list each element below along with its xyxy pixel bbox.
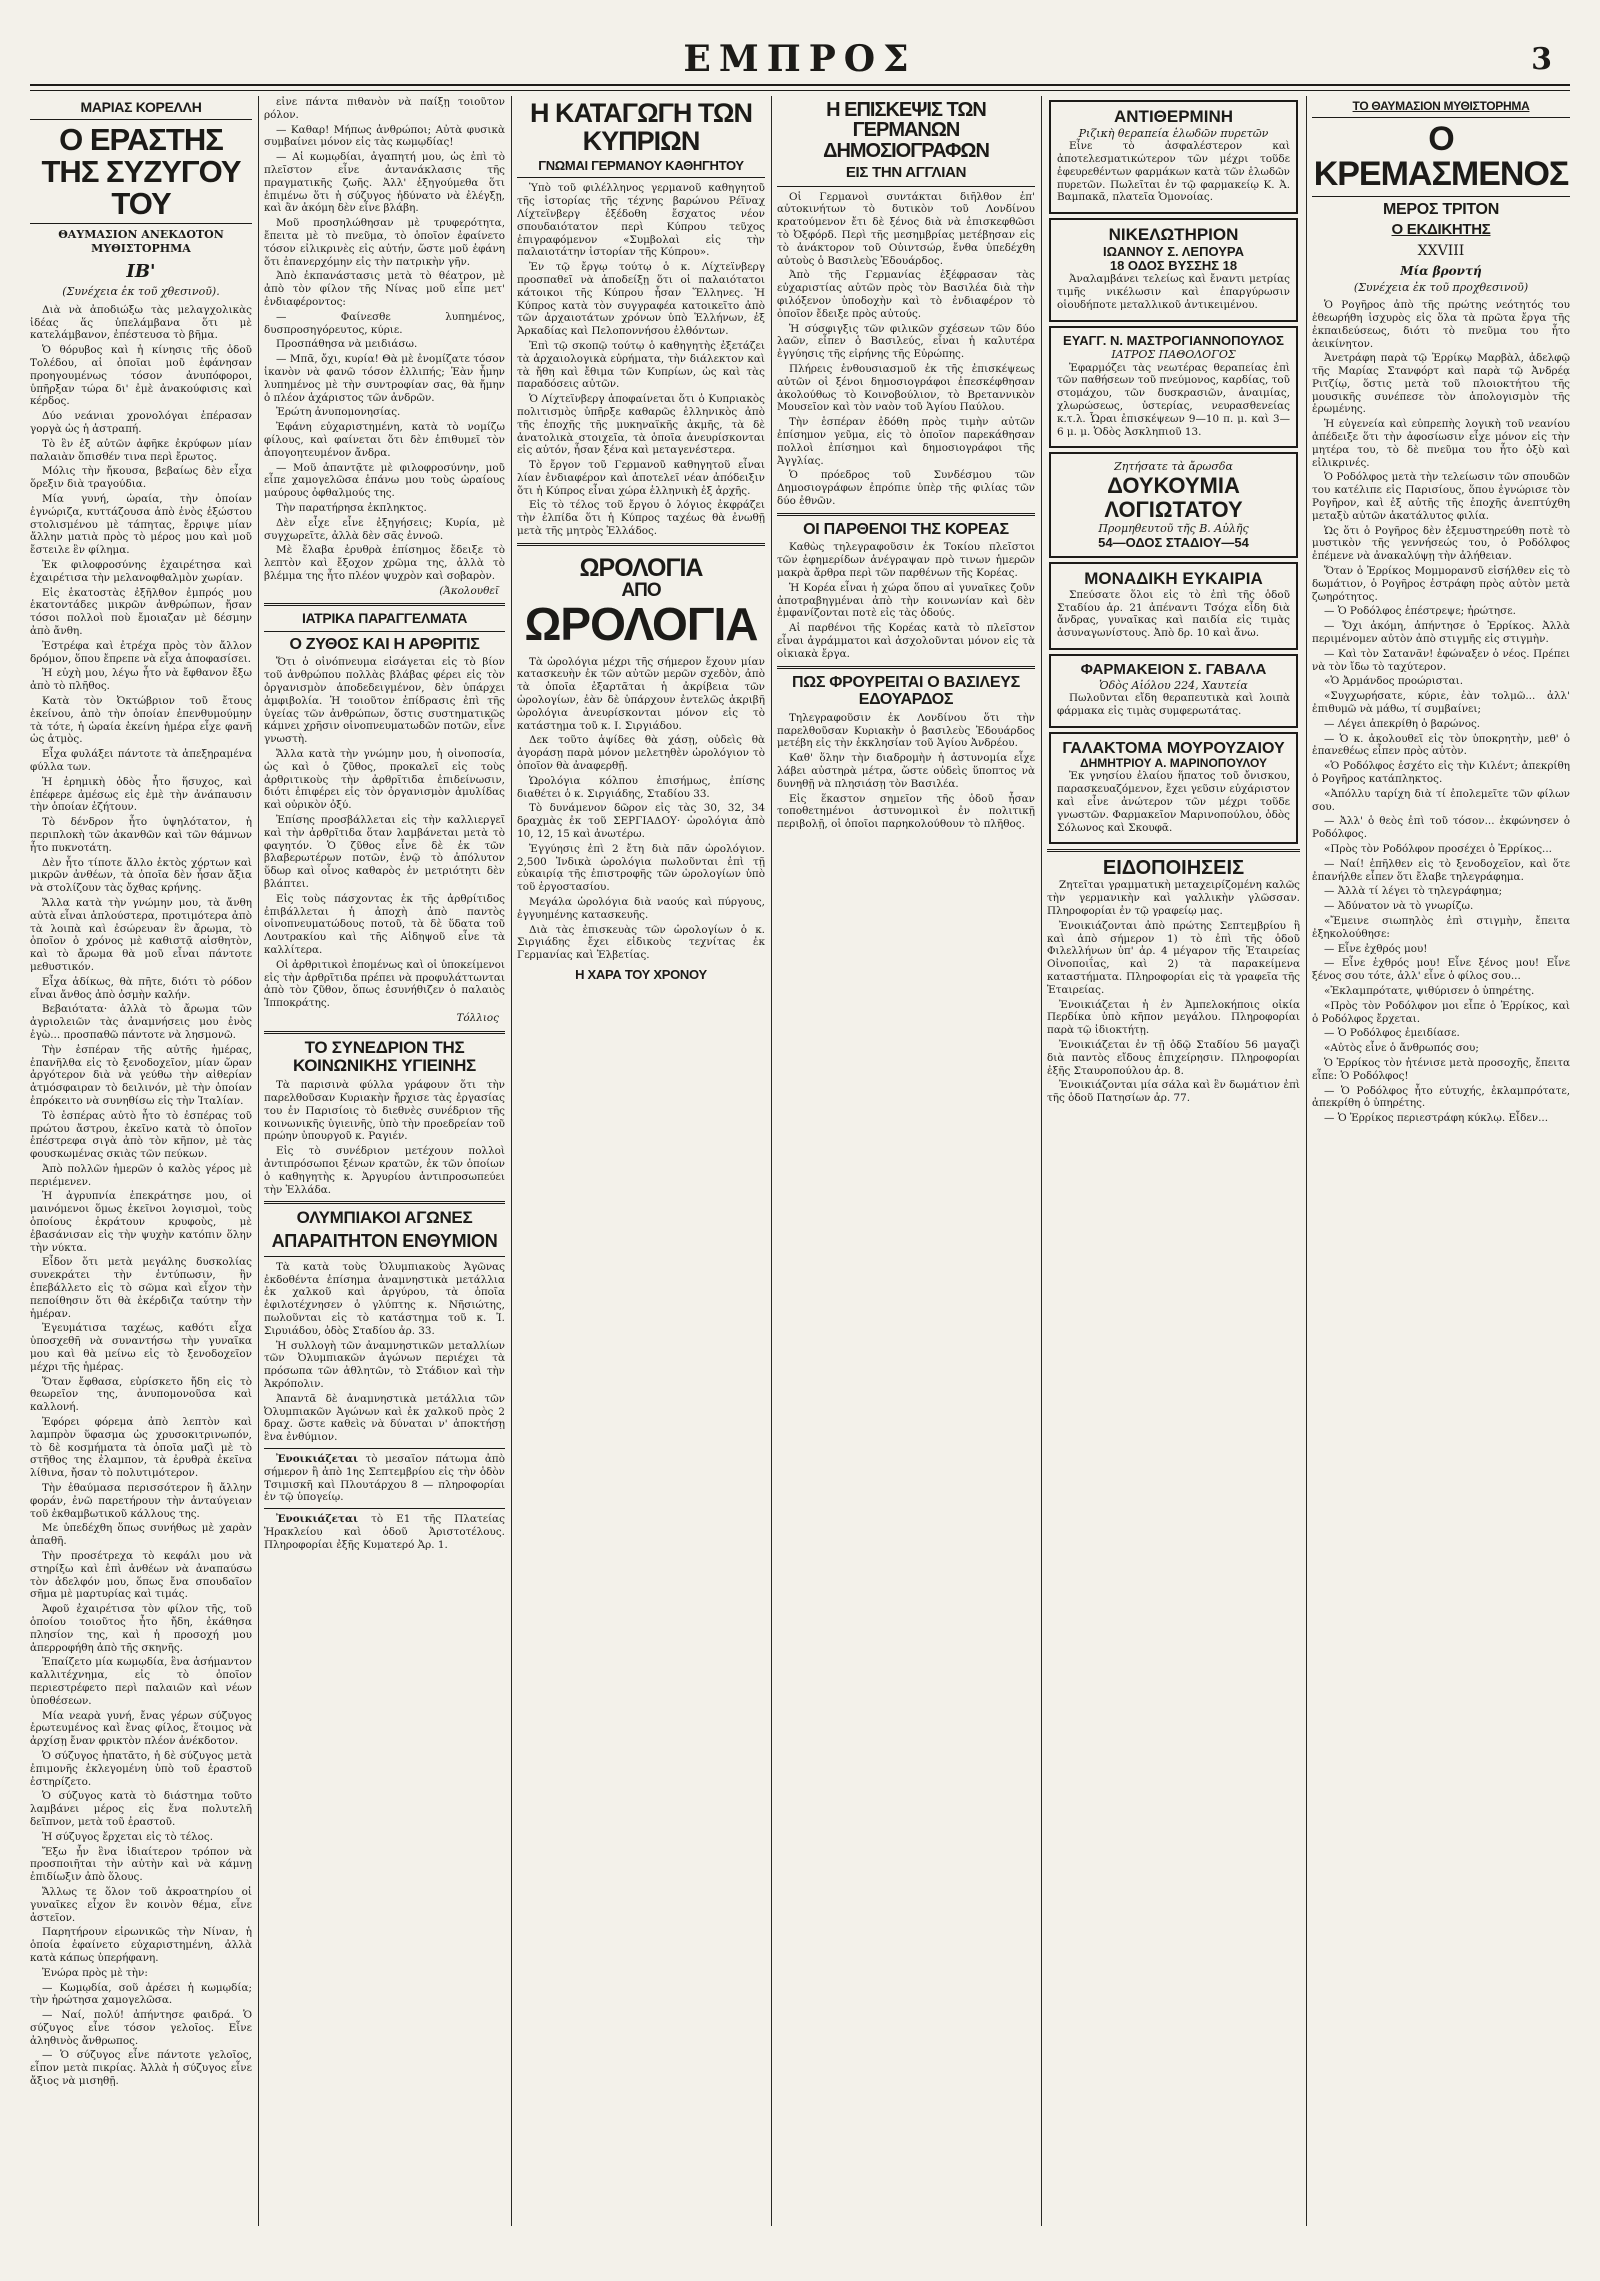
paragraph: Δὲν ἦτο τίποτε ἄλλο ἐκτὸς χόρτων καὶ μικρῶν ἀνθέων, τὰ ὁποῖα δὲν ἦσαν ἄξια νὰ στολίζουν τὰς ὄχθας κρήνης.: [30, 856, 252, 895]
paragraph: Μόλις τὴν ἤκουσα, βεβαίως δὲν εἶχα ὅρεξιν διὰ τραγούδια.: [30, 465, 252, 491]
paragraph: Ἡ Κορέα εἶναι ἡ χώρα ὅπου αἱ γυναῖκες ζοῦν ἀποτραβηγμέναι ἀπὸ τὴν κοινωνίαν καὶ δὲν ἐμφανίζονται ποτὲ εἰς τὰς ὁδούς.: [777, 581, 1035, 620]
paragraph: «Ἀπόλλυ ταρίχη διὰ τί ἐπολεμεῖτε τῶν φίλων σου.: [1312, 787, 1570, 813]
ad-title: ΕΥΑΓΓ. Ν. ΜΑΣΤΡΟΓΙΑΝΝΟΠΟΥΛΟΣ: [1063, 332, 1284, 348]
ad-paragraph: Διὰ τὰς ἐπισκευὰς τῶν ὡρολογίων ὁ κ. Σιργιάδης ἔχει εἰδικοὺς τεχνίτας ἐκ Γερμανίας καὶ Ἑλβετίας.: [517, 923, 765, 962]
ad-subtitle: Προμηθευτοῦ τῆς Β. Αὐλῆς: [1098, 522, 1249, 536]
chapter-number: XXVIII: [1417, 242, 1465, 259]
serial-title: Ο ΚΡΕΜΑΣΜΕΝΟΣ: [1313, 120, 1569, 193]
paragraph: Ἐφάνη εὐχαριστημένη, κατὰ τὸ νομίζω φίλους, καὶ φαίνεται ὅτι δὲν ἐπιθυμεῖ τὸν ἀπογοητευμένον ἄνδρα.: [264, 421, 505, 459]
paragraph: Ἡ εὐχὴ μου, λέγω ἦτο νὰ ἔφθανον ἔξω ἀπὸ τὸ πλῆθος.: [30, 667, 252, 693]
paragraph: «Αὐτὸς εἶνε ὁ ἄνθρωπός σου;: [1324, 1042, 1479, 1055]
ad-title: ΦΑΡΜΑΚΕΙΟΝ Σ. ΓΑΒΑΛΑ: [1080, 661, 1267, 679]
article-subtitle: ΓΝΩΜΑΙ ΓΕΡΜΑΝΟΥ ΚΑΘΗΓΗΤΟΥ: [538, 158, 744, 174]
notices-heading: ΕΙΔΟΠΟΙΗΣΕΙΣ: [1102, 857, 1245, 880]
ad-physician: [1049, 326, 1298, 449]
article-body: [264, 656, 505, 1010]
divider: [264, 1031, 505, 1034]
article-title: ΠΩΣ ΦΡΟΥΡΕΙΤΑΙ Ο ΒΑΣΙΛΕΥΣ ΕΔΟΥΑΡΔΟΣ: [792, 673, 1020, 709]
notice-item: Ζητεῖται γραμματικὴ μεταχειρίζομένη καλῶς τὴν γερμανικὴν καὶ γαλλικὴν γλῶσσαν. Πληροφορίαι ἐν τῷ γραφείῳ μας.: [1047, 879, 1300, 917]
paragraph: Εἶδον ὅτι μετὰ μεγάλης δυσκολίας συνεκράτει τὴν ἐντύπωσιν, ἢν ἐπεβάλλετο εἰς τὸ σῶμα καὶ εἶχον τὴν πεποίθησιν ὅτι θὰ ἐκέρδιζα ταύτην τὴν ἡμέραν.: [30, 1256, 252, 1320]
paragraph: Ὡς ὅτι ὁ Ρογῆρος δὲν ἐξεμυστηρεύθη ποτὲ τὸ μυστικὸν τῆς γεννήσεώς του, ὁ Ροδόλφος ἐπέμενε νὰ ἀνακαλύψῃ τὴν ἀλήθειαν.: [1312, 524, 1570, 563]
ad-address: 18 ΟΔΟΣ ΒΥΣΣΗΣ 18: [1109, 258, 1238, 274]
paragraph: Κατὰ τὸν Ὀκτώβριον τοῦ ἔτους ἐκείνου, ἀπὸ τὴν ὁποίαν ἐπενθυμούμην τὰ τότε, ἡ ὡραία ἐκείνη ἡμέρα εἶχε φανῆ ὡς ἀτμὸς.: [30, 695, 252, 746]
column-serial-hanged: [1312, 96, 1570, 2216]
divider: [1312, 117, 1570, 118]
paragraph: Ἐστρέφα καὶ ἐτρέχα πρὸς τὸν ἄλλον δρόμον, ὅπου ἔπρεπε νὰ εἶχα ἀποφασίσει.: [30, 639, 252, 665]
column-serial-novel: [30, 96, 252, 2216]
paragraph: Τὰ παρισινὰ φύλλα γράφουν ὅτι τὴν παρελθοῦσαν Κυριακὴν ἤρχισε τὰς ἐργασίας του ἐν Παρισίοις τὸ διεθνὲς συνέδριον τῆς κοινωνικῆς ὑγιεινῆς, ὑπὸ τὴν προεδρείαν τοῦ πρώην ὑπουργοῦ κ. Ραγιέν.: [264, 1079, 505, 1143]
article-body: [30, 304, 252, 2088]
section-heading: ΙΑΤΡΙΚΑ ΠΑΡΑΓΓΕΛΜΑΤΑ: [301, 610, 468, 627]
paragraph: Ὁ Ἐρρίκος τὸν ἠτένισε μετὰ προσοχῆς, ἔπειτα εἶπε: Ὁ Ροδόλφος!: [1312, 1056, 1570, 1082]
article-body: [264, 1079, 505, 1196]
divider: [264, 603, 505, 606]
paragraph: Ἀπὸ πολλῶν ἡμερῶν ὁ καλὸς γέρος μὲ περιέμενεν.: [30, 1162, 252, 1188]
paragraph: Τὸ ἔργον τοῦ Γερμανοῦ καθηγητοῦ εἶναι λίαν ἐνδιαφέρον καὶ ἀποτελεῖ νέαν ἀπόδειξιν ὅτι ἡ Κύπρος εἶναι χώρα ἑλληνικὴ ἐξ ἀρχῆς.: [517, 459, 765, 497]
paragraph: Παρητήρουν εἰρωνικῶς τὴν Νίναν, ἡ ὁποία ἐφαίνετο εὐχαριστημένη, ἀλλὰ κατὰ κάπως ὑπερήφανη.: [30, 1926, 252, 1964]
paragraph: «Συγχωρήσατε, κύριε, ἐὰν τολμῶ... ἀλλ' ἐπιθυμῶ νὰ μάθω, τί συμβαίνει;: [1312, 690, 1570, 716]
ad-title: ΜΟΝΑΔΙΚΗ ΕΥΚΑΙΡΙΑ: [1084, 569, 1263, 589]
serial-author: ΜΑΡΙΑΣ ΚΟΡΕΛΛΗ: [80, 99, 202, 115]
ad-title: ΔΟΥΚΟΥΜΙΑ ΛΟΓΙΩΤΑΤΟΥ: [1104, 472, 1243, 523]
paragraph: Τὴν ἐσπέραν τῆς αὐτῆς ἡμέρας, ἐπανῆλθα εἰς τὸ ξενοδοχεῖον, μίαν ὥραν ἀργότερον διὰ νὰ γεύθω τὴν αἰθερίαν ἀτμόσφαιραν τὸ δειλινόν, μὲ τὴν ὁποίαν ἐπρόκειτο νὰ συνηθίσω εἰς τὴν Ἰταλίαν.: [30, 1043, 252, 1107]
paragraph: Βεβαιότατα· ἀλλὰ τὸ ἄρωμα τῶν ἀγριολειῶν τὰς ἀναμνήσεις μου ἐνὸς ἐγὼ... προσπαθῶ πάντοτε νὰ λησμονῶ.: [30, 1003, 252, 1041]
paragraph: Ἄλλως τε ὅλον τοῦ ἀκροατηρίου οἱ γυναῖκες εἶχον ἓν κοινὸν θέμα, εἶνε ἀστεῖον.: [30, 1885, 252, 1924]
paragraph: Ἀπὸ τῆς Γερμανίας ἐξέφρασαν τὰς εὐχαριστίας αὐτῶν πρὸς τὸν Βασιλέα διὰ τὴν φιλόξενον ὑποδοχὴν καὶ τὸ ἐνδιαφέρον τὸ ὁποῖον ἔδειξε πρὸς αὐτούς.: [777, 269, 1035, 320]
ad-pretitle: Ζητήσατε τὰ ἄρωσδα: [1114, 460, 1233, 474]
paragraph: — Ὁ κ. ἀκολουθεῖ εἰς τὸν ὑποκρητὴν, μεθ' ὁ ἐπανεθέως εἶπεν πρὸς αὐτὸν.: [1312, 732, 1570, 758]
divider: [517, 543, 765, 546]
masthead-rule: [30, 90, 1570, 91]
ad-subtitle: ΙΩΑΝΝΟΥ Σ. ΛΕΠΟΥΡΑ: [1102, 243, 1245, 259]
ad-footer: Η ΧΑΡΑ ΤΟΥ ΧΡΟΝΟΥ: [575, 966, 707, 982]
to-be-continued: (Ἀκολουθεῖ: [439, 584, 499, 597]
serial-title: Ο ΕΡΑΣΤΗΣ ΤΗΣ ΣΥΖΥΓΟΥ ΤΟΥ: [41, 122, 241, 221]
column-divider: [771, 96, 772, 2226]
paragraph: — Καὶ τὸν Σατανᾶν! ἐφώναξεν ὁ νέος. Πρέπει νὰ τὸν ἴδω τὸ ταχύτερον.: [1312, 647, 1570, 673]
divider: [30, 223, 252, 224]
divider: [264, 1256, 505, 1257]
paragraph: Ἐρώτη ἀνυπομονησίας.: [276, 406, 401, 419]
notice-item: Ἐνοικιάζονται ἀπὸ πρώτης Σεπτεμβρίου ἢ καὶ ἀπὸ σήμερον 1) τὸ ἐπὶ τῆς ὁδοῦ Φιλελλήνων ὑπ' ἀρ. 4 μέγαρον τῆς Ἑταιρείας Οἰνοποιΐας, καὶ 2) τὰ παρακείμενα καταστήματα. Πληροφορίαι εἰς τὰ γραφεῖα τῆς Ἑταιρείας.: [1047, 919, 1300, 996]
column-cyprus: [517, 96, 765, 2216]
paragraph: Εἰς ἑκατοστὰς ἐξῆλθον ἐμπρός μου ἑκατοντάδες μικρῶν ἀνθρώπων, ἤσαν τόσοι πολλοὶ ποὺ ἔμοιαζαν μὲ δέσμην ἀπὸ ἄνθη.: [30, 586, 252, 638]
ad-paragraph: Μεγάλα ὡρολόγια διὰ ναούς καὶ πύργους, ἐγγυημένης κατασκευῆς.: [517, 896, 765, 921]
paragraph: Τὴν ἐθαύμασα περισσότερον ἢ ἄλλην φοράν, ἐνῶ παρετήρουν τὴν ἀνταύγειαν τοῦ ἐκθαμβωτικοῦ κάλλους της.: [30, 1482, 252, 1520]
article-subtitle: ΕΙΣ ΤΗΝ ΑΓΓΛΙΑΝ: [845, 164, 967, 182]
continued-note: (Συνέχεια ἐκ τοῦ χθεσινοῦ).: [62, 285, 220, 299]
article-title: ΟΙ ΠΑΡΘΕΝΟΙ ΤΗΣ ΚΟΡΕΑΣ: [803, 520, 1009, 538]
notice-title: Ἐνοικιάζεται: [276, 1452, 358, 1465]
ad-title: ΝΙΚΕΛΩΤΗΡΙΟΝ: [1108, 225, 1239, 245]
divider: [1047, 849, 1300, 852]
paragraph: — Καθαρ! Μήπως ἀνθρώποι; Αὐτὰ φυσικὰ συμβαίνει μόνον εἰς τὰς κωμῳδίας!: [264, 123, 505, 149]
paragraph: «Ἔμεινε σιωπηλὸς ἐπὶ στιγμὴν, ἔπειτα ἐξηκολούθησε:: [1312, 914, 1570, 940]
ad-pharmacy: [1049, 654, 1298, 728]
paragraph: Εἶχα ἀδίκως, θὰ πῆτε, διότι τὸ ρόδον εἶναι ἄνθος ἀπὸ ὀσμὴν καλήν.: [30, 975, 252, 1001]
paragraph: Ἐπίσης προσβάλλεται εἰς τὴν καλλιεργεῖ καὶ τὴν ἀρθρῖτιδα ὅταν λαμβάνεται μετὰ τὸ φαγητόν. Ὁ ζῦθος εἶνε δὲ ἐκ τῶν βλαβερωτέρων ποτῶν, ἐνῷ τὸ ἀπόλυτον ὕδωρ καὶ οἶνος καθαρὸς ἐν μετριότητι δὲν βλάπτει.: [264, 814, 505, 891]
paragraph: Ἐκ φιλοφροσύνης ἐχαιρέτησα καὶ ἐχαιρέτισα τὴν μελανοφθαλμὸν χωρίαν.: [30, 559, 252, 584]
paragraph: Ὅτι ὁ οἰνόπνευμα εἰσάγεται εἰς τὸ βίον τοῦ ἀνθρώπου πολλὰς βλάβας φέρει εἰς τὸν ὀργανισμὸν ἀποδεδειγμένον, δὲν ὑπάρχει ἀμφιβολία. Ἡ τοιοῦτον ἐπίδρασις ἐπὶ τῆς ὑγείας τῶν ἀνθρώπων, ὅστις συστηματικῶς κάμνει χρῆσιν οἰνοπνευματωδῶν ποτῶν, εἶνε γνωστὴ.: [264, 656, 505, 746]
paragraph: Ὁ σύζυγος ἠπατᾶτο, ἡ δὲ σύζυγος μετὰ ἐπιμονῆς ἐκλεγομένη ὑπὸ τοῦ ἐραστοῦ ἐστηρίζετο.: [30, 1749, 252, 1788]
paragraph: Τὴν παρατήρησα ἐκπληκτος.: [276, 501, 427, 514]
paragraph: Ἐπὶ τῷ σκοπῷ τούτῳ ὁ καθηγητὴς ἐξετάζει τὰ ἀρχαιολογικὰ εὑρήματα, τὴν διάλεκτον καὶ τὰ ἤθη καὶ ἔθιμα τῶν Κυπρίων, ὡς καὶ τὰς παραδόσεις αὐτῶν.: [517, 339, 765, 391]
notice-text: τὸ μεσαῖον πάτωμα ἀπὸ σήμερον ἢ ἀπὸ 1ης Σεπτεμβρίου εἰς τὴν ὁδὸν Τσιμισκῆ καὶ Πλουτάρχου 8 — πληροφορίαι ἐν τῷ ὑπογείῳ.: [264, 1452, 505, 1504]
serial-subtitle: Ο ΕΚΔΙΚΗΤΗΣ: [1391, 221, 1491, 239]
paragraph: εἶνε πάντα πιθανὸν νὰ παίξῃ τοιοῦτον ρόλον.: [264, 96, 505, 121]
paragraph: «Ὁ Ἀρμάνδος προώρισται.: [1324, 675, 1464, 688]
paragraph: «Πρὸς τὸν Ροδόλφον μοι εἶπε ὁ Ἐρρίκος, καὶ ὁ Ροδόλφος ἔρχεται.: [1312, 999, 1570, 1025]
paragraph: Ἐγευμάτισα ταχέως, καθότι εἶχα ὑποσχεθῆ νὰ συναντήσω τὴν γυναῖκα μου καὶ θὰ μείνω εἰς τὸ ξενοδοχεῖον μέχρι τῆς ἡμέρας.: [30, 1322, 252, 1373]
ad-body: [517, 656, 765, 962]
ad-paragraph: Ἐγγύησις ἐπὶ 2 ἔτη διὰ πᾶν ὡρολόγιον. 2,500 Ἰνδικὰ ὡρολόγια πωλοῦνται ἐπὶ τῇ εὐκαιρίᾳ τῆς ἐπιστροφῆς τῶν ὡρολογίων ὑπὸ τοῦ ἐργοστασίου.: [517, 842, 765, 894]
paragraph: «Ὁ Ροδόλφος ἐσχέτο εἰς τὴν Κιλέντ; ἀπεκρίθη ὁ Ρογῆρος κατάπληκτος.: [1312, 760, 1570, 785]
chapter-numeral: ΙΒ': [126, 261, 156, 283]
article-title: Η ΚΑΤΑΓΩΓΗ ΤΩΝ ΚΥΠΡΙΩΝ: [530, 98, 752, 156]
divider: [777, 666, 1035, 669]
notice-text: τὸ Ε1 τῆς Πλατείας Ἡρακλείου καὶ ὁδοῦ Ἀριστοτέλους. Πληροφορίαι ἐξῆς Κυματερό Ἀρ. 1.: [264, 1513, 505, 1551]
paragraph: Ὁ πρόεδρος τοῦ Συνδέσμου τῶν Δημοσιογράφων ἐπρόπιε ὑπὲρ τῆς φιλίας τῶν δύο ἐθνῶν.: [777, 469, 1035, 507]
divider: [264, 1448, 505, 1449]
paragraph: Ἄλλα κατὰ τὴν γνώμην μου, ἡ οἰνοποσία, ὡς καὶ ὁ ζῦθος, προκαλεῖ εἰς τοὺς ἀρθριτικοὺς τὴν ἀρθρῖτιδα ἐπιδείνωσιν, διότι ἐπιφέρει εἰς τὸν ὀργανισμὸν ἀμυλίδας καὶ οὐρικὸν ὀξύ.: [264, 748, 505, 812]
notices-list: [1047, 879, 1300, 1105]
paragraph: Ἐπαίζετο μία κωμῳδία, ἓνα ἀσήμαντον καλλιτέχνημα, εἰς τὸ ὁποῖον περιεστρέφετο περὶ παλαιῶν καὶ νέων ὑποθέσεων.: [30, 1656, 252, 1707]
ad-subtitle: ΔΗΜΗΤΡΙΟΥ Α. ΜΑΡΙΝΟΠΟΥΛΟΥ: [1079, 756, 1268, 771]
paragraph: Διὰ νὰ ἀποδιώξω τὰς μελαγχολικὰς ἰδέας ἅς ὑπελάμβανα ὅτι μὲ κατελάμβανον, ἐπέστευσα τὸ βῆμα.: [30, 303, 252, 342]
paragraph: — Ὁ Ροδόλφος ἐπέστρεψε; ἠρώτησε.: [1324, 605, 1516, 618]
serial-part: ΜΕΡΟΣ ΤΡΙΤΟΝ: [1383, 200, 1499, 218]
ad-unique-opportunity: [1049, 562, 1298, 650]
ad-text: Ἐκ γνησίου ἐλαίου ἥπατος τοῦ ὄνισκου, παρασκευαζόμενον, ἔχει γεῦσιν εὐχάριστον καὶ εἶνε ἀνώτερον τῶν μέχρι τοῦδε γνωστῶν. Φαρμακεῖον Μαρινοπούλου, ὁδὸς Σόλωνος καὶ Σκουφᾶ.: [1057, 770, 1290, 834]
notice-item: Ἐνοικιάζεται ἐν τῇ ὁδῷ Σταδίου 56 μαγαζὶ διὰ παντὸς εἴδους ἐπιχείρησιν. Πληροφορίαι ἐξῆς Σταυροπούλου ἀρ. 8.: [1047, 1038, 1300, 1077]
ad-address: Ὁδὸς Αἰόλου 224, Χαυτεία: [1099, 678, 1248, 692]
paragraph: Εἶχα φυλάξει πάντοτε τὰ ἀπεξηραμένα φύλλα των.: [30, 748, 252, 773]
paragraph: Ὅταν ὁ Ἐρρίκος Μομμορανσῦ εἰσήλθεν εἰς τὸ δωμάτιον, ὁ Ρογῆρος ἐστράφη πρὸς αὐτὸν μετὰ ζωηρότητος.: [1312, 565, 1570, 603]
paragraph: Ὑπὸ τοῦ φιλέλληνος γερμανοῦ καθηγητοῦ τῆς ἱστορίας τῆς τέχνης βαρώνου Ρέϊναχ Λίχτεϊνβεργ ἐξέδοθη ἔσχατος νέον σπουδαιότατον περὶ Κύπρου τεῦχος ἐπιγραφόμενον «Συμβολαὶ εἰς τὴν παλαιοτάτην ἱστορίαν τῆς Κύπρου».: [517, 182, 765, 259]
page-number: 3: [1531, 42, 1552, 77]
ad-text: Ἀναλαμβάνει τελείως καὶ ἔναντι μετρίας τιμῆς νικέλωσιν καὶ ἐπαργύρωσιν οἱουδήποτε μεταλλικοῦ ἀντικειμένου.: [1057, 273, 1290, 312]
paragraph: Εἰς τὸ τέλος τοῦ ἔργου ὁ λόγιος ἐκφράζει τὴν ἐλπίδα ὅτι ἡ Κύπρος ταχέως θὰ ἐνωθῇ μετὰ τῆς μητρὸς Ἑλλάδος.: [517, 499, 765, 538]
paragraph: Ἀπαντᾶ δὲ ἀναμνηστικὰ μετάλλια τῶν Ὀλυμπιακῶν Ἀγώνων καὶ ἐκ χαλκοῦ πρὸς 2 δραχ. ὥστε καθεὶς νὰ δύναται ν' ἀποκτήσῃ ἓνα ἐνθύμιον.: [264, 1392, 505, 1444]
ad-text: Ἐφαρμόζει τὰς νεωτέρας θεραπείας ἐπὶ τῶν παθήσεων τοῦ πνεύμονος, καρδίας, τοῦ στομάχου, τῶν δυσκρασιῶν, ἀναιμίας, χλωρώσεως, ὑστερίας, νευρασθενείας κ.τ.λ. Ὧραι ἐπισκέψεων 9—10 π. μ. καὶ 3—6 μ. μ. Ὁδὸς Ἀσκληπιοῦ 13.: [1057, 361, 1290, 438]
masthead: [30, 38, 1570, 86]
paragraph: — Λέγει ἀπεκρίθη ὁ βαρώνος.: [1324, 717, 1481, 730]
paragraph: Προσπάθησα νὰ μειδιάσω.: [276, 338, 418, 351]
paragraph: Τὴν ἑσπέραν ἐδόθη πρὸς τιμὴν αὐτῶν ἐπίσημον γεῦμα, εἰς τὸ ὁποῖον παρεκάθησαν πολλοὶ ἐπίσημοι καὶ δημοσιογράφοι τῆς Ἀγγλίας.: [777, 416, 1035, 467]
paragraph: Οἱ ἀρθριτικοὶ ἐπομένως καὶ οἱ ὑποκείμενοι εἰς τὴν ἀρθρῖτιδα πρέπει νὰ προφυλάττωνται ἀπὸ τὸν ζῦθον, ὅπως ἐσυνήθιζεν ὁ παλαιὸς Ἱπποκράτης.: [264, 958, 505, 1010]
paragraph: Ἔξω ἦν ἓνα ἰδιαίτερον τρόπον νὰ προσποιῆται τὴν αὐτὴν καὶ νὰ κάμνῃ ἐπιδίωξιν ἀπὸ ὅλους.: [30, 1845, 252, 1884]
signature: Τόλλιος: [456, 1011, 499, 1024]
paragraph: — Αἱ κωμῳδίαι, ἀγαπητή μου, ὡς ἐπὶ τὸ πλεῖστον εἶνε ἀντανάκλασις τῆς πραγματικῆς ζωῆς. Ἀλλ' ἐξηγούμεθα ὅτι ἐπιμένω ὅτι ἡ σύζυγος ἠδύνατο νὰ ἐλέγξῃ, καὶ ἂν ἀκόμη δὲν εἶνε βλάβη.: [264, 151, 505, 215]
divider: [517, 177, 765, 178]
paragraph: Ἡ ἐρημικὴ ὁδὸς ἦτο ἥσυχος, καὶ ἐπέφερε ἀμέσως εἰς ἐμὲ τὴν ἀνάπαυσιν τὴν ὁποίαν ἐζήτουν.: [30, 775, 252, 814]
paragraph: — Ὁ Ἐρρίκος περιεστράφη κύκλῳ. Εἶδεν...: [1324, 1112, 1548, 1125]
divider: [777, 186, 1035, 187]
column-divider: [258, 96, 259, 2226]
paragraph: Ἐνώρα πρὸς μὲ τὴν:: [42, 1966, 148, 1979]
chapter-title: Μία βροντή: [1400, 263, 1482, 278]
paragraph: Ὁ Ρογῆρος ἀπὸ τῆς πρώτης νεότητός του ἐθεωρήθη ἰσχυρὸς εἰς ὅλα τὰ πρῶτα ἔργα τῆς ἐκπαιδεύσεως, διότι τὸ πνεῦμα του ἦτο ἀεικίνητον.: [1312, 299, 1570, 350]
column-divider: [511, 96, 512, 2226]
ad-subtitle: Ριζικὴ θεραπεία ἑλωδῶν πυρετῶν: [1078, 126, 1269, 140]
column-divider: [1306, 96, 1307, 2226]
article-title: Η ΕΠΙΣΚΕΨΙΣ ΤΩΝ ΓΕΡΜΑΝΩΝ ΔΗΜΟΣΙΟΓΡΑΦΩΝ: [823, 99, 989, 162]
article-body: [1312, 299, 1570, 1125]
ad-subtitle: ΙΑΤΡΟΣ ΠΑΘΟΛΟΓΟΣ: [1111, 348, 1236, 362]
divider: [1312, 196, 1570, 197]
paragraph: Ἀφοῦ ἐχαιρέτισα τὸν φίλον τῆς, τοῦ ὁποίου τοιοῦτος ἦτο ἤδη, ἐκάθησα πλησίον της, καὶ ἡ προσοχή μου ἀπερροφήθη ἀπὸ τῆς σκηνῆς.: [30, 1603, 252, 1654]
ad-heading: ΩΡΟΛΟΓΙΑ: [579, 553, 703, 582]
article-body: [777, 191, 1035, 508]
paragraph: Ἀπὸ ἐκπανάστασις μετὰ τὸ θέατρον, μὲ ἀπὸ τὸν φίλον τῆς Νίνας μοῦ εἶπε μετ' ἐνδιαφέροντος:: [264, 270, 505, 308]
ad-paragraph: Τὰ ὡρολόγια μέχρι τῆς σήμερον ἔχουν μίαν κατασκευὴν ἐκ τῶν αὐτῶν μερῶν σχεδὸν, ἀπὸ τὰ ὁποῖα ἐξαρτᾶται ἡ ἀκρίβεια τῶν ὡρολογίων, ἐὰν δὲ ὑπάρχουν ἐντελῶς ἀκριβῆ ὡρολόγια ἀνευρίσκονται μόνον εἰς τὸ κατάστημα τοῦ κ. Ι. Σιργιάδου.: [517, 655, 765, 732]
paragraph: — Μπᾶ, ὄχι, κυρία! Θὰ μὲ ἐνομίζατε τόσον ἱκανὸν νὰ φανῶ τόσον ἐλλιπής; Ἐὰν ἦμην λυπημένος μὲ τὴν συντροφίαν σας, θὰ ἤμην ὁ πλέον ἀχάριστος τῶν ἀνδρῶν.: [264, 353, 505, 404]
paragraph: — Ὁ σύζυγος εἶνε πάντοτε γελοῖος, εἶπον μετὰ πικρίας. Ἀλλὰ ἡ σύζυγος εἶνε ἄξιος νὰ μισηθῇ.: [30, 2049, 252, 2088]
paragraph: Ἡ συλλογὴ τῶν ἀναμνηστικῶν μεταλλίων τῶν Ὀλυμπιακῶν ἀγώνων περιέχει τὰ πρόσωπα τῶν ἀθλητῶν, τὸ Στάδιον καὶ τὴν Ἀκρόπολιν.: [264, 1339, 505, 1390]
paragraph: — Εἶνε ἐχθρός μου!: [1324, 942, 1428, 955]
paragraph: Καθ' ὅλην τὴν διαδρομὴν ἡ ἀστυνομία εἶχε λάβει αὐστηρὰ μέτρα, ὥστε οὐδεὶς ὕποπτος νὰ δυνηθῇ νὰ πλησιάσῃ τὸν Βασιλέα.: [777, 752, 1035, 790]
article-body: [517, 182, 765, 538]
paragraph: «Πρὸς τὸν Ροδόλφον προσέχει ὁ Ἐρρίκος...: [1324, 842, 1552, 855]
paragraph: Ὁ θόρυβος καὶ ἡ κίνησις τῆς ὁδοῦ Τολέδου, αἱ ὁποῖαι μοῦ ἐφάνησαν προηγουμένως τόσον ἀνυπόφοροι, ὑπῆρξαν τώρα δι' ἐμὲ ἀνακούφισις καὶ κέρδος.: [30, 344, 252, 408]
paragraph: Αἱ παρθένοι τῆς Κορέας κατὰ τὸ πλεῖστον εἶναι ἀγράμματοι καὶ ἀσχολοῦνται μόνον εἰς τὰ οἰκιακὰ ἔργα.: [777, 622, 1035, 660]
ad-address: 54—ΟΔΟΣ ΣΤΑΔΙΟΥ—54: [1098, 534, 1249, 550]
paragraph: Τὴν προσέτρεχα τὸ κεφάλι μου νὰ στηρίξω καὶ ἐπὶ ἀνθέων νὰ ἀναπαύσω τὸν ἀδελφόν μου, ὅπως ἔνα σπουδαῖον σῆμα μὲ μαρτυρίας καὶ τιμάς.: [30, 1550, 252, 1601]
continued-note: (Συνέχεια ἐκ τοῦ προχθεσινοῦ): [1353, 280, 1529, 294]
divider: [264, 1201, 505, 1204]
article-title: ΤΟ ΣΥΝΕΔΡΙΟΝ ΤΗΣ ΚΟΙΝΩΝΙΚΗΣ ΥΓΙΕΙΝΗΣ: [293, 1037, 476, 1076]
ad-title: ΑΝΤΙΘΕΡΜΙΝΗ: [1114, 107, 1233, 126]
paragraph: — Μοῦ ἀπαντᾷτε μὲ φιλοφροσύνην, μοῦ εἶπε χαμογελῶσα ἐπάνω μου τοὺς ὡραίους μαύρους ὀφθαλμούς της.: [264, 461, 505, 500]
divider: [264, 631, 505, 632]
column-journalists: [777, 96, 1035, 2216]
ad-paragraph: Τὸ δυνάμενον δῶρον εἰς τὰς 30, 32, 34 δραχμὰς ἐκ τοῦ ΣΕΡΓΙΑΔΟΥ· ὡρολόγια ἀπὸ 10, 12, 15 καὶ ἀνωτέρω.: [517, 802, 765, 841]
divider: [30, 119, 252, 120]
ad-connector: ΑΠΟ: [621, 580, 661, 602]
ad-paragraph: Ὡρολόγια κόλπου ἐπισήμως, ἐπίσης διαθέτει ὁ κ. Σιργιάδης, Σταδίου 33.: [517, 774, 765, 800]
paragraph: Ἡ σύσφιγξις τῶν φιλικῶν σχέσεων τῶν δύο λαῶν, εἶπεν ὁ Βασιλεύς, εἶναι ἡ καλυτέρα ἐγγύησις τῆς εἰρήνης τῆς Εὐρώπης.: [777, 322, 1035, 361]
paragraph: — Ἀδύνατον νὰ τὸ γνωρίζω.: [1324, 900, 1474, 913]
ad-text: Πωλοῦνται εἴδη θεραπευτικὰ καὶ λοιπὰ φάρμακα εἰς τιμὰς συμφερωτάτας.: [1057, 692, 1290, 717]
paragraph: Ὅταν ἔφθασα, εὑρίσκετο ἤδη εἰς τὸ θεωρεῖον της, ἀνυπομονοῦσα καὶ καλλονή.: [30, 1375, 252, 1414]
divider: [264, 1508, 505, 1509]
article-body: [777, 712, 1035, 831]
paragraph: — Ὁ Ροδόλφος ἦτο εὐτυχής, ἐκλαμπρότατε, ἀπεκρίθη ὁ ὑπηρέτης.: [1312, 1084, 1570, 1110]
paragraph: Μία γυνή, ὡραία, τὴν ὁποίαν ἐγνώριζα, κυττάζουσα ἀπὸ ἑνὸς ἐξώστου στολισμένου μὲ τάπητας, ἔρριψε μίαν ἄλλην ματιὰ πρὸς τὸ μέρος μου καὶ μοῦ ἔστειλε ἓν φίλημα.: [30, 493, 252, 557]
paragraph: Τὸ δένδρον ἦτο ὑψηλότατον, ἡ περιπλοκὴ τῶν ἀκανθῶν καὶ τῶν θάμνων ἦτο πυκνοτάτη.: [30, 816, 252, 854]
section-heading: ΟΛΥΜΠΙΑΚΟΙ ΑΓΩΝΕΣ: [296, 1208, 473, 1228]
newspaper-title: ΕΜΠΡΟΣ: [683, 38, 917, 80]
paragraph: Ὁ Λίχτεϊνβεργ ἀποφαίνεται ὅτι ὁ Κυπριακὸς πολιτισμὸς ὑπῆρξε καθαρῶς ἑλληνικὸς ἀπὸ τῆς ἐποχῆς τῆς μυκηναϊκῆς ἀκμῆς, τὰ δὲ ἀνατολικὰ στοιχεῖα, τὰ ὁποῖα ἀνευρίσκονται εἰς αὐτόν, ἦσαν ξένα καὶ μεταγενέστερα.: [517, 393, 765, 457]
paragraph: — Κωμῳδία, σοῦ ἀρέσει ἡ κωμῳδία; τὴν ἠρώτησα χαμογελῶσα.: [30, 1981, 252, 2007]
paragraph: Ὁ σύζυγος κατὰ τὸ διάστημα τοῦτο λαμβάνει μέρος εἰς ἕνα πολυτελῆ δεῖπνον, μετὰ τοῦ ἐραστοῦ.: [30, 1790, 252, 1828]
paragraph: Με ὑπεδέχθη ὅπως συνήθως μὲ χαρὰν ἀπαθῆ.: [30, 1522, 252, 1548]
paragraph: — Ὄχι ἀκόμη, ἀπήντησε ὁ Ἐρρίκος. Ἀλλὰ περιμένομεν αὐτὸν ἀπὸ στιγμῆς εἰς στιγμὴν.: [1312, 620, 1570, 646]
paragraph: «Ἐκλαμπρότατε, ψιθύρισεν ὁ ὑπηρέτης.: [1324, 984, 1535, 997]
paragraph: Μοῦ προσηλώθησαν μὲ τρυφερότητα, ἔπειτα μὲ τὸ πνεῦμα, τὸ ὁποῖον ἐφαίνετο τόσον εἰλικρινὲς εἰς αὐτήν, ὥστε μοῦ ἐφάνη ὅτι ἐπανερχόμην εἰς τὴν πατρικὴν γῆν.: [264, 217, 505, 268]
paragraph: Εἰς ἕκαστον σημεῖον τῆς ὁδοῦ ἦσαν τοποθετημένοι ἀστυνομικοὶ ἐν πολιτικῇ περιβολῇ, οἱ ὁποῖοι παρηκολούθουν τὸ πλῆθος.: [777, 792, 1035, 831]
paragraph: — Ναί! ἐπῆλθεν εἰς τὸ ξενοδοχεῖον, καὶ ὅτε ἐπανήλθε εἶπεν ὅτι ἔλαβε τηλεγράφημα.: [1312, 857, 1570, 883]
paragraph: Μία νεαρὰ γυνή, ἔνας γέρων σύζυγος ἐρωτευμένος καὶ ἔνας φίλος, ἕτοιμος νὰ ἀρχίσῃ ἔναν φρικτὸν πλέον ἀνέκδοτον.: [30, 1709, 252, 1748]
paragraph: Τὸ ἓν ἐξ αὐτῶν ἀφῆκε ἐκρύφων μίαν παλαιὰν ὅπισθέν τινα περὶ ἔρωτος.: [30, 437, 252, 463]
paragraph: Τὸ ἑσπέρας αὐτὸ ἦτο τὸ ἐσπέρας τοῦ πρώτου ἄστρου, ἐκεῖνο κατὰ τὸ ὁποῖον ἐπέστρεφα σιγὰ ἀπὸ τὸν κῆπον, μὲ τὰς φουσκωμένας σκιὰς τῶν πεύκων.: [30, 1109, 252, 1161]
paragraph: — Φαίνεσθε λυπημένος, δυσπροσηγόρευτος, κύριε.: [264, 310, 505, 336]
paragraph: — Εἶνε ἐχθρός μου! Εἶνε ξένος μου! Εἶνε ξένος σου τότε, ἀλλ' εἶνε ὁ φίλος σου...: [1312, 957, 1570, 983]
ad-title: ΩΡΟΛΟΓΙΑ: [524, 597, 758, 650]
column-ads: [1047, 96, 1300, 2216]
paragraph: — Ναί, πολύ! ἀπήντησε φαιδρά. Ὁ σύζυγος εἶνε τόσον γελοῖος. Εἶνε ἀληθινὸς ἄνθρωπος.: [30, 2009, 252, 2047]
serial-subtitle: ΘΑΥΜΑΣΙΟΝ ΑΝΕΚΔΟΤΟΝ ΜΥΘΙΣΤΟΡΗΜΑ: [58, 228, 224, 255]
notice-item: Ἐνοικιάζονται μία σάλα καὶ ἓν δωμάτιον ἐπὶ τῆς ὁδοῦ Πατησίων ἀρ. 77.: [1047, 1079, 1300, 1105]
ad-antithermine: [1049, 100, 1298, 214]
paragraph: Μὲ ἔλαβα ἐρυθρὰ ἐπίσημος ἔδειξε τὸ λεπτὸν καὶ ἔξοχον χρῶμα της, ἀλλὰ τὸ βλέμμα της ἦτο πλέον ψυχρὸν καὶ σοβαρὸν.: [264, 544, 505, 582]
ad-title: ΓΑΛΑΚΤΟΜΑ ΜΟΥΡΟΥΖΑΙΟΥ: [1062, 739, 1285, 757]
paragraph: — Ἀλλ' ὁ θεὸς ἐπὶ τοῦ τόσον... ἐκφώνησεν ὁ Ροδόλφος.: [1312, 815, 1570, 841]
paragraph: Οἱ Γερμανοὶ συντάκται διῆλθον ἐπ' αὐτοκινήτων τὸ δυτικὸν τοῦ Λονδίνου κρατούμενον ἔτι δὲ ξένος διὰ νὰ ἐπισκεφθῶσι τὸ Ὀξφόρδ. Περὶ τῆς μεσημβρίας μετέβησαν εἰς τὸ ἀνάκτορον τοῦ Οὐιντσώρ, ἔνθα ὑπεδέχθη αὐτοὺς ὁ Βασιλεὺς Ἐδουάρδος.: [777, 190, 1035, 267]
notice-item: Ἐνοικιάζεται ἡ ἐν Ἀμπελοκήποις οἰκία Περδίκα ὑπὸ κῆπον μεγάλου. Πληροφορίαι παρὰ τῷ ἰδιοκτήτῃ.: [1047, 998, 1300, 1037]
paragraph: Ἡ εὐγενεία καὶ εὐπρεπὴς λογικὴ τοῦ νεανίου ἀπέδειξε ὅτι τὴν ἀφοσίωσιν εἶχε μόνον εἰς τὴν μητέρα του, τὸ δὲ πνεῦμα του ἦτο ὀξὺ καὶ εἰλικρινές.: [1312, 418, 1570, 469]
paragraph: Δὲν εἶχε εἶνε ἐξηγήσεις; Κυρία, μὲ συγχωρεῖτε, ἀλλὰ δὲν σᾶς ἐννοῶ.: [264, 516, 505, 542]
paragraph: Καθὼς τηλεγραφοῦσιν ἐκ Τοκίου πλεῖστοι τῶν ἐφημερίδων ἀνέγραψαν πρὸ τινων ἡμερῶν μακρὰ ἄρθρα περὶ τῶν παρθένων τῆς Κορέας.: [777, 541, 1035, 579]
column-divider: [1041, 96, 1042, 2226]
ad-paragraph: Δεκ τοῦτο ἀψίδες θὰ χάσῃ, οὐδεὶς θὰ ἀγοράσῃ παρὰ μόνον μελετηθὲν ὡρολόγιον τὸ ὁποῖον θὰ ἀναφερθῇ.: [517, 734, 765, 773]
column-features: [264, 96, 505, 2216]
serial-header: ΤΟ ΘΑΥΜΑΣΙΟΝ ΜΥΘΙΣΤΟΡΗΜΑ: [1352, 99, 1530, 113]
paragraph: Εἰς τὸ συνέδριον μετέχουν πολλοὶ ἀντιπρόσωποι ξένων κρατῶν, ἐκ τῶν ὁποίων ὁ καθηγητὴς κ. Ἀργυρίου ἀντιπροσωπεύει τὴν Ἑλλάδα.: [264, 1145, 505, 1196]
ad-nickel-plating: [1049, 218, 1298, 322]
paragraph: — Ὁ Ροδόλφος ἐμειδίασε.: [1324, 1027, 1460, 1040]
ad-text: Σπεύσατε ὅλοι εἰς τὸ ἐπὶ τῆς ὁδοῦ Σταδίου ἀρ. 21 ἀπέναντι Τσόχα εἶδη διὰ ἄνδρας, γυναῖκας καὶ παιδία εἰς τιμὰς ἀσυναγωνίστους. Ἀπὸ δρ. 10 καὶ ἄνω.: [1057, 588, 1290, 640]
notice-title: Ἐνοικιάζεται: [276, 1513, 358, 1526]
paragraph: Ἄλλα κατὰ τὴν γνώμην μου, τὰ ἄνθη αὐτὰ εἶναι ἁπλούστερα, προτιμότερα ἀπὸ τὰ λοιπὰ καὶ ἐσώρευαν ἓν ἄρωμα, τὸ ὁποῖον ὁ χρόνος μὲ καθιστᾷ αἰσθητὸν, καὶ τὸ ἄρωμα θὰ μοῦ εἶναι πάντοτε μεθυστικόν.: [30, 896, 252, 973]
article-body: [264, 1261, 505, 1444]
paragraph: Ἐφόρει φόρεμα ἀπὸ λεπτὸν καὶ λαμπρὸν ὕφασμα ὡς χρυσοκιτρινωπόν, τὸ δὲ κοσμήματα τὰ ὁποῖα μαζὶ μὲ τὸ στῆθος της ἐλαμπον, τὰ ἐρυθρὰ ἐκεῖνα λίθινα, ἤσαν τὸ πολυτιμότερον.: [30, 1416, 252, 1480]
paragraph: Εἰς τοὺς πάσχοντας ἐκ τῆς ἀρθρίτιδος ἐπιβάλλεται ἡ ἀποχὴ ἀπὸ παντὸς οἰνοπνευματώδους ποτοῦ, τὰ δὲ ὕδατα τοῦ Λουτρακίου καὶ τῆς Αἰδηψοῦ εἶνε τὰ καλλίτερα.: [264, 892, 505, 956]
paragraph: Τηλεγραφοῦσιν ἐκ Λονδίνου ὅτι τὴν παρελθοῦσαν Κυριακὴν ὁ βασιλεὺς Ἐδουάρδος μετέβη εἰς τὴν ἐκκλησίαν τοῦ Ἁγίου Ἀνδρέου.: [777, 711, 1035, 750]
article-body: [264, 96, 505, 583]
article-body: [777, 541, 1035, 660]
ad-loukoumia: [1049, 452, 1298, 558]
article-title: Ο ΖΥΘΟΣ ΚΑΙ Η ΑΡΘΡΙΤΙΣ: [289, 635, 480, 653]
divider: [777, 513, 1035, 516]
paragraph: Δύο νεάνιαι χρονολόγαι ἐπέρασαν γοργὰ ὡς ἡ ἀστραπή.: [30, 410, 252, 436]
paragraph: Ὁ Ροδόλφος μετὰ τὴν τελείωσιν τῶν σπουδῶν του κατέλιπε εἰς Παρισίους, ὅπου ἐγνώρισε τὸν Ρογῆρον, καὶ ἐξ αὐτῆς τῆς ἐποχῆς ἀνεπτύχθη μεταξὺ αὐτῶν ἀκατάλυτος φιλία.: [1312, 471, 1570, 522]
paragraph: Ἐν τῷ ἔργῳ τούτῳ ὁ κ. Λίχτεϊνβεργ προσπαθεῖ νὰ ἀποδείξῃ ὅτι οἱ παλαιότατοι κάτοικοι τῆς Κύπρου ἦσαν Ἕλληνες. Ἡ Κύπρος κατὰ τὸν συγγραφέα κατοικεῖτο ἀπὸ τῶν ἀρχαιοτάτων χρόνων ὑπὸ Ἑλλήνων, ἐξ Ἀρκαδίας καὶ Πελοποννήσου ἐλθόντων.: [517, 261, 765, 338]
ad-emulsion: [1049, 732, 1298, 845]
ad-text: Εἶνε τὸ ἀσφαλέστερον καὶ ἀποτελεσματικώτερον τῶν μέχρι τοῦδε ἐφευρεθέντων φαρμάκων κατὰ τῶν ἑλωδῶν πυρετῶν. Πωλεῖται ἐν τῷ φαρμακείῳ Κ. Ἀ. Βαμπακᾶ, πλατεῖα Ὁμονοίας.: [1057, 140, 1290, 204]
paragraph: Ἀνετράφη παρὰ τῷ Ἐρρίκῳ Μαρβὰλ, ἀδελφῷ τῆς Μαρίας Στανφόρτ καὶ παρὰ τῷ Ἀνδρέᾳ Ριτζίῳ, ὅστις μετὰ τοῦ πλοιοκτήτου τῆς μουσικῆς συνέπεσε τὸν ἀπολογισμὸν τῆς ἐρωμένης.: [1312, 352, 1570, 416]
paragraph: — Ἀλλὰ τί λέγει τὸ τηλεγράφημα;: [1324, 885, 1503, 898]
paragraph: Ἡ σύζυγος ἔρχεται εἰς τὸ τέλος.: [42, 1830, 214, 1843]
article-title: ΑΠΑΡΑΙΤΗΤΟΝ ΕΝΘΥΜΙΟΝ: [271, 1231, 498, 1252]
paragraph: Πλήρεις ἐνθουσιασμοῦ ἐκ τῆς ἐπισκέψεως αὐτῶν οἱ ξένοι δημοσιογράφοι ἐπεσκέφθησαν ἀκολούθως τὸ Κοινοβούλιον, τὸ Βρεταννικὸν Μουσεῖον καὶ τὸν ναὸν τοῦ Ἁγίου Παύλου.: [777, 363, 1035, 414]
paragraph: Τὰ κατὰ τοὺς Ὀλυμπιακοὺς Ἀγῶνας ἐκδοθέντα ἐπίσημα ἀναμνηστικὰ μετάλλια ἐκ χαλκοῦ καὶ ἀργύρου, τὰ ὁποῖα ἐφιλοτέχνησεν ὁ γλύπτης κ. Νῆσιώτης, πωλοῦνται εἰς τὸ κατάστημα τοῦ κ. Ἰ. Σιρυιάδου, ὁδὸς Σταδίου ἀρ. 33.: [264, 1260, 505, 1337]
paragraph: Ἡ ἀγρυπνία ἐπεκράτησε μου, οἱ μαινόμενοι ὅμως ἐκεῖνοι λογισμοὶ, τοὺς ὁποίους ἐκράτουν κρυφοὺς, μὲ ἐβασάνισαν εἰς τὴν ψυχὴν κατόπιν ὅλην τὴν νύκτα.: [30, 1190, 252, 1254]
